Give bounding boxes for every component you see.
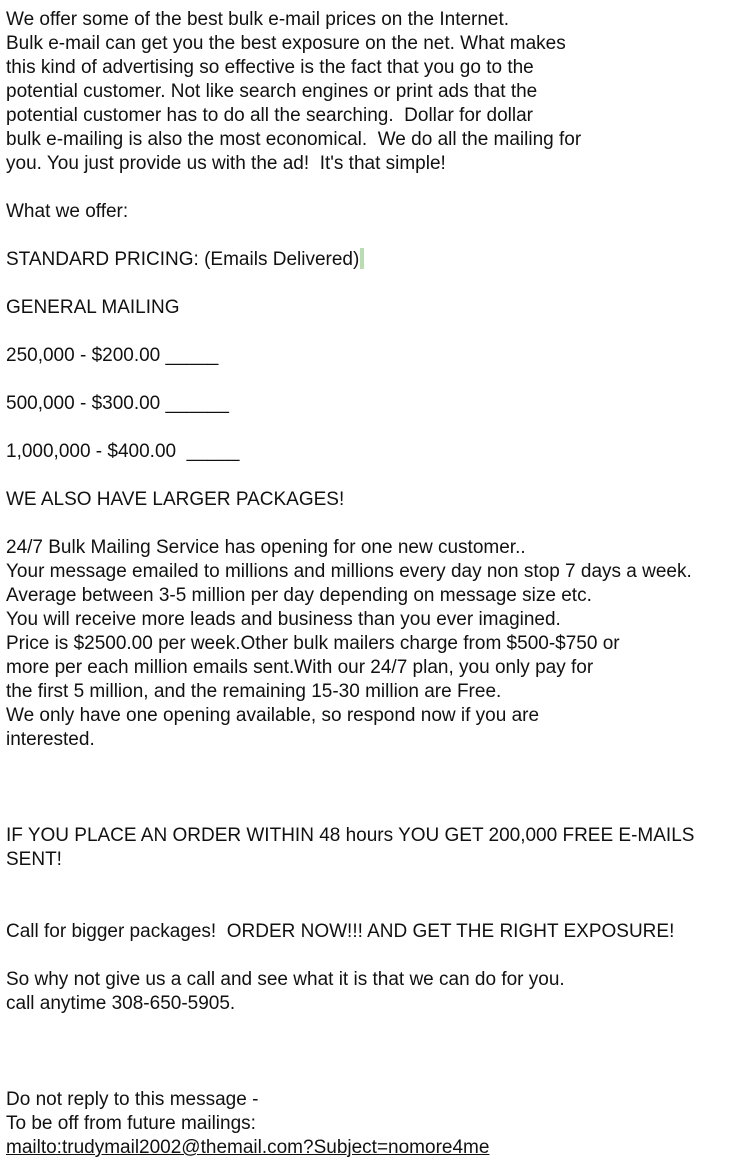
text-cursor [360,248,364,269]
intro-line: you. You just provide us with the ad! It's that simple! [6,153,446,174]
blank-line [6,416,744,440]
blank-line [6,224,744,248]
email-body [6,8,744,1160]
opt-out-notice: To be off from future mailings: [6,1113,256,1134]
no-reply-notice: Do not reply to this message - [6,1089,259,1110]
blank-line [6,944,744,968]
price-line: 500,000 - $300.00 ______ [6,393,229,414]
offer-heading: What we offer: [6,201,129,222]
blank-line [6,800,744,824]
promo-line: IF YOU PLACE AN ORDER WITHIN 48 hours YOU GET 200,000 FREE E-MAILS [6,825,695,846]
blank-line [6,872,744,896]
unsubscribe-mailto-link[interactable] [6,1136,744,1160]
blank-line [6,176,744,200]
service-line: more per each million emails sent.With our 24/7 plan, you only pay for [6,657,594,678]
blank-line [6,1064,744,1088]
service-line: the first 5 million, and the remaining 15-30 million are Free. [6,681,502,702]
service-line: Average between 3-5 million per day depending on message size etc. [6,585,592,606]
service-line: We only have one opening available, so respond now if you are [6,705,540,726]
larger-packages-heading: WE ALSO HAVE LARGER PACKAGES! [6,489,345,510]
intro-line: potential customer. Not like search engines or print ads that the [6,81,538,102]
intro-line: potential customer has to do all the searching. Dollar for dollar [6,105,533,126]
blank-line [6,320,744,344]
call-bigger-packages: Call for bigger packages! ORDER NOW!!! AND GET THE RIGHT EXPOSURE! [6,921,675,942]
blank-line [6,776,744,800]
intro-line: bulk e-mailing is also the most economical. We do all the mailing for [6,129,582,150]
general-mailing-heading: GENERAL MAILING [6,297,180,318]
mailto-link[interactable]: mailto:trudymail2002@themail.com?Subject=nomore4me [6,1137,490,1158]
price-line: 1,000,000 - $400.00 _____ [6,441,240,462]
blank-line [6,368,744,392]
call-anytime-line: call anytime 308-650-5905. [6,993,236,1014]
blank-line [6,1040,744,1064]
price-line: 250,000 - $200.00 _____ [6,345,219,366]
blank-line [6,752,744,776]
standard-pricing-line[interactable] [6,248,744,272]
blank-line [6,896,744,920]
service-line: Your message emailed to millions and millions every day non stop 7 days a week. [6,561,692,582]
blank-line [6,1016,744,1040]
standard-pricing-text: STANDARD PRICING: (Emails Delivered) [6,249,360,270]
intro-line: this kind of advertising so effective is the fact that you go to the [6,57,534,78]
blank-line [6,512,744,536]
service-line: interested. [6,729,95,750]
promo-line: SENT! [6,849,62,870]
intro-line: We offer some of the best bulk e-mail prices on the Internet. [6,9,510,30]
blank-line [6,272,744,296]
call-why-line: So why not give us a call and see what it is that we can do for you. [6,969,565,990]
blank-line [6,464,744,488]
intro-line: Bulk e-mail can get you the best exposure on the net. What makes [6,33,566,54]
service-line: 24/7 Bulk Mailing Service has opening for one new customer.. [6,537,526,558]
service-line: You will receive more leads and business than you ever imagined. [6,609,561,630]
service-line: Price is $2500.00 per week.Other bulk mailers charge from $500-$750 or [6,633,620,654]
